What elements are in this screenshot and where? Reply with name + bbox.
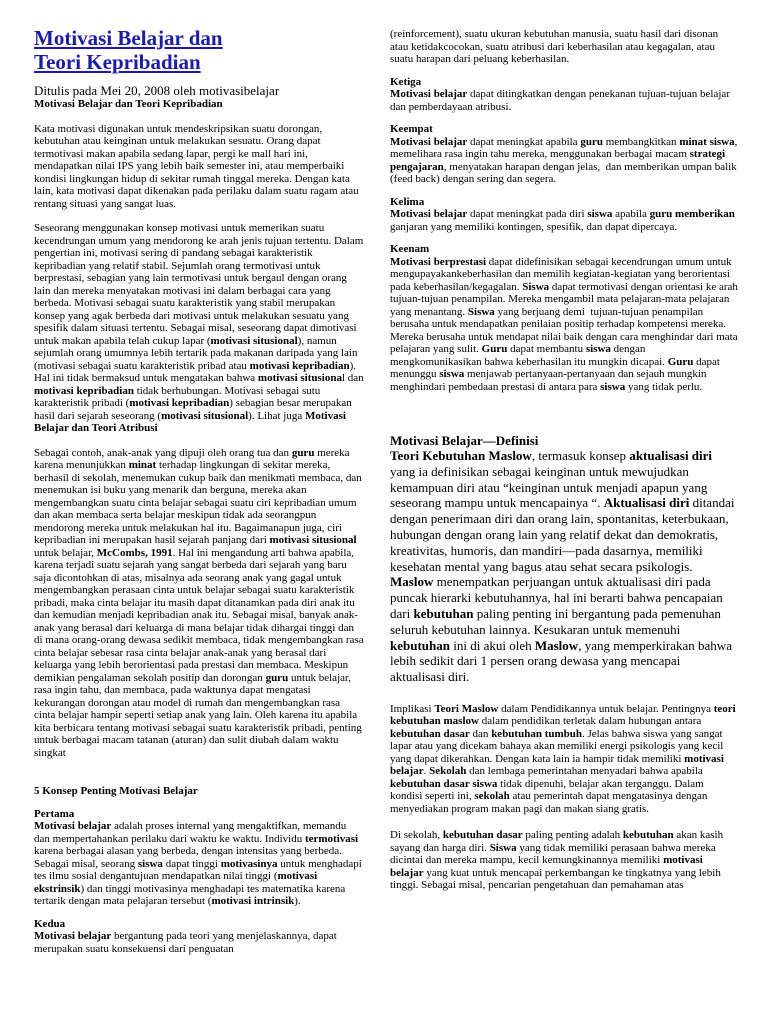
heading-keenam: Keenam (390, 243, 430, 255)
article-title[interactable]: Motivasi Belajar dan Teori Kepribadian (34, 26, 223, 74)
definisi-subtitle: Teori Kebutuhan Maslow (390, 448, 532, 463)
paragraph: Kata motivasi digunakan untuk mendeskripsikan suatu dorongan, kebutuhan atau keinginan untuk melakukan sesuatu. Orang dapat termotivasi makan apabila sedang lapar, pergi ke mall hari ini, mendapatkan nilai IPS yang lebih baik semester ini, atau memperbaiki kondisi lingkungan hidup di sekitar rumah tinggal mereka. Dengan kata lain, kata motivasi dapat dikenakan pada perilaku dalam suatu ragam atau rentang situasi yang sangat luas. (34, 122, 359, 210)
paragraph: Motivasi belajar adalah proses internal yang mengaktifkan, memandu dan mempertahankan perilaku dari waktu ke waktu. Individu termotivasi karena berbagai alasan yang berbeda, dengan intensitas yang berbeda. Sebagai misal, seorang siswa dapat tinggi motivasinya untuk menghadapi tes ilmu sosial dengantujuan mendapatkan nilai tinggi (motivasi ekstrinsik) dan tinggi motivasinya menghadapi tes matematika karena tertarik dengan mata pelajaran tersebut (motivasi intrinsik). (34, 820, 362, 907)
heading-kedua: Kedua (34, 917, 66, 930)
paragraph: Motivasi berprestasi dapat didefinisikan sebagai kecendrungan umum untuk mengupayakankeberhasilan dan memilih kegiatan-kegiatan yang berorientasi pada keberhasilan/kegagalan. Siswa dapat termotivasi dengan orientasi ke arah tujuan-tujuan penampilan. Mereka mengambil mata pelajaran-mata pelajaran yang menantang. Siswa yang berjuang demi tujuan-tujuan penampilan berusaha untuk mendapatkan penilaian positip terhadap kompetensi mereka. Mereka berusaha untuk mendapat nilai baik dengan cara menghindar dari mata pelajaran yang sulit. Guru dapat membantu siswa dengan mengkomunikasikan bahwa keberhasilan itu mungkin dicapai. Guru dapat menunggu siswa menjawab pertanyaan-pertanyaan dan sejauh mungkin menghindari pembedaan prestasi di antara para siswa yang tidak perlu. (390, 255, 738, 393)
paragraph: Motivasi belajar bergantung pada teori yang menjelaskannya, dapat merupakan suatu konsekuensi dari penguatan (34, 930, 337, 955)
heading-keempat: Keempat (390, 123, 433, 135)
paragraph: Motivasi belajar dapat meningkat apabila guru membangkitkan minat siswa, memelihara rasa ingin tahu mereka, menggunakan berbagai macam strategi pengajaran, menyatakan harapan dengan jelas, dan memberikan umpan balik (feed back) dengan sering dan segera. (390, 135, 738, 185)
paragraph: Motivasi belajar dapat meningkat pada diri siswa apabila guru memberikan ganjaran yang memiliki kontingen, spesifik, dan dapat dipercaya. (390, 208, 735, 233)
section-title: 5 Konsep Penting Motivasi Belajar (34, 785, 198, 797)
paragraph: Implikasi Teori Maslow dalam Pendidikannya untuk belajar. Pentingnya teori kebutuhan maslow dalam pendidikan terletak dalam hubungan antara kebutuhan dasar dan kebutuhan tumbuh. Jelas bahwa siswa yang sangat lapar atau yang dicekam bahaya akan memiliki energi psikologis yang kecil yang dapat dikerahkan. Dengan kata lain ia hampir tidak memiliki motivasi belajar. Sekolah dan lembaga pemerintahan menyadari bahwa apabila kebutuhan dasar siswa tidak dipenuhi, belajar akan terganggu. Dalam kondisi seperti ini, sekolah atau pemerintah dapat mengatasinya dengan menyediakan program makan pagi dan makan siang gratis. (390, 702, 736, 815)
paragraph: Seseorang menggunakan konsep motivasi untuk memerikan suatu kecendrungan umum yang mendorong ke arah jenis tujuan tertentu. Dalam pengertian ini, motivasi sering di pandang sebagai karakteristik kepribadian yang relatif stabil. Sejumlah orang termotivasi untuk berprestasi, sebagian yang lain termotivasi untuk bergaul dengan orang lain dan mereka menyatakan motivasi ini dalam berbagai cara yang berbeda. Motivasi sebagai suatu karakteristik yang stabil merupakan konsep yang agak berbeda dari motivasi untuk melakukan sesuatu yang spesifik dalam situasi tertentu. Sebagai misal, seseorang dapat dimotivasi untuk makan apabila telah cukup lapar (motivasi situsional), namun sejumlah orang umumnya lebih tertarik pada makanan daripada yang lain (motivasi sebagai suatu karakteristik pribad atau motivasi kepribadian). Hal ini tidak bermaksud untuk mengatakan bahwa motivasi situsional dan motivasi kepribadian tidak berhubungan. Motivasi sebagai sutu karakteristik pribadi (motivasi kepribadian) sebagian besar merupakan hasil dari sejarah seseorang (motivasi situsional). Lihat juga Motivasi Belajar dan Teori Atribusi (34, 222, 364, 434)
definisi-title: Motivasi Belajar—Definisi (390, 433, 539, 448)
heading-pertama: Pertama (34, 807, 75, 820)
left-column (34, 0, 364, 955)
article-subtitle: Motivasi Belajar dan Teori Kepribadian (34, 98, 223, 110)
paragraph: Di sekolah, kebutuhan dasar paling penting adalah kebutuhan akan kasih sayang dan harga diri. Siswa yang tidak memiliki perasaan bahwa mereka dicintai dan mereka mampu, kecil kemungkinannya memiliki motivasi belajar yang kuat untuk mencapai perkembangan ke tingkatnya yang lebih tinggi. Sebagai misal, pencarian pengetahuan dan pemahaman atas (390, 829, 724, 892)
byline: Ditulis pada Mei 20, 2008 oleh motivasibelajar (34, 83, 280, 98)
paragraph: Teori Kebutuhan Maslow, termasuk konsep aktualisasi diri yang ia definisikan sebagai keinginan untuk mewujudkan kemampuan diri atau “keinginan untuk menjadi apapun yang seseorang mampu untuk mencapainya “. Aktualisasi diri ditandai dengan penerimaan diri dan orang lain, spontanitas, keterbukaan, hubungan dengan orang lain yang relatif dekat dan demokratis, kreativitas, humoris, dan mandiri—pada dasarnya, memiliki kesehatan mental yang bagus atau sehat secara psikologis. Maslow menempatkan perjuangan untuk aktualisasi diri pada puncak hierarki kebutuhannya, hal ini berarti bahwa pencapaian dari kebutuhan paling penting ini bergantung pada pemenuhan seluruh kebutuhan lainnya. Kesukaran untuk memenuhi kebutuhan ini di akui oleh Maslow, yang memperkirakan bahwa lebih sedikit dari 1 persen orang dewasa yang mencapai aktualisasi diri. (390, 448, 735, 685)
paragraph: (reinforcement), suatu ukuran kebutuhan manusia, suatu hasil dari disonan atau ketidakcocokan, suatu atribusi dari keberhasilan atau kegagalan, atau suatu harapan dari peluang keberhasilan. (390, 28, 719, 65)
right-column (390, 0, 738, 892)
paragraph: Sebagai contoh, anak-anak yang dipuji oleh orang tua dan guru mereka karena menunjukkan minat terhadap lingkungan di sekitar mereka, berhasil di sekolah, menemukan cukup baik dan menikmati membaca, dan menemukan isi buku yang menarik dan berguna, mereka akan mengembangkan suatu cinta belajar sebagai suatu ciri kepribadian umum dan akan membaca serta belajar meskipun tidak ada seorangpun mendorong mereka untuk melakukan hal itu. Bagaimanapun juga, ciri kepribadian ini merupakan hasil sejarah panjang dari motivasi situsional untuk belajar, McCombs, 1991. Hal ini mengandung arti bahwa apabila, karena terjadi suatu sejarah yang sangat berbeda dari sejarah yang baru saja dicontohkan di atas, misalnya ada seorang anak yang gagal untuk mengembangkan perasaan cinta untuk belajar sebagai suatu karakteristik pribadi, maka cinta belajar itu masih dapat ditanamkan pada diri anak itu dan kemudian menjadi kepribadian anak itu. Sebagai misal, banyak anak-anak yang berasal dari keluarga di mana belajar tidak dihargai tinggi dan di mana orang-orang dewasa sedikit membaca, tidak mengembangkan rasa cinta belajar sebesar rasa cinta belajar anak-anak yang berasal dari keluarga yang lebih berorientasi pada prestasi dan membaca. Meskipun demikian pengalaman sekolah positip dan dorongan guru untuk belajar, rasa ingin tahu, dan membaca, pada waktunya dapat mengatasi kekurangan dorongan atau model di rumah dan mengembangkan rasa cinta belajar hampir seperti setiap anak yang lain. Oleh karena itu apabila kita berbicara tentang motivasi sebagai suatu karakteristik pribadi, penting untuk berbagai macam tatanan (aturan) dan sulit diubah dalam waktu singkat (34, 446, 364, 759)
heading-kelima: Kelima (390, 195, 425, 208)
heading-ketiga: Ketiga (390, 75, 422, 88)
paragraph: Motivasi belajar dapat ditingkatkan dengan penekanan tujuan-tujuan belajar dan pemberdayaan atribusi. (390, 88, 730, 113)
